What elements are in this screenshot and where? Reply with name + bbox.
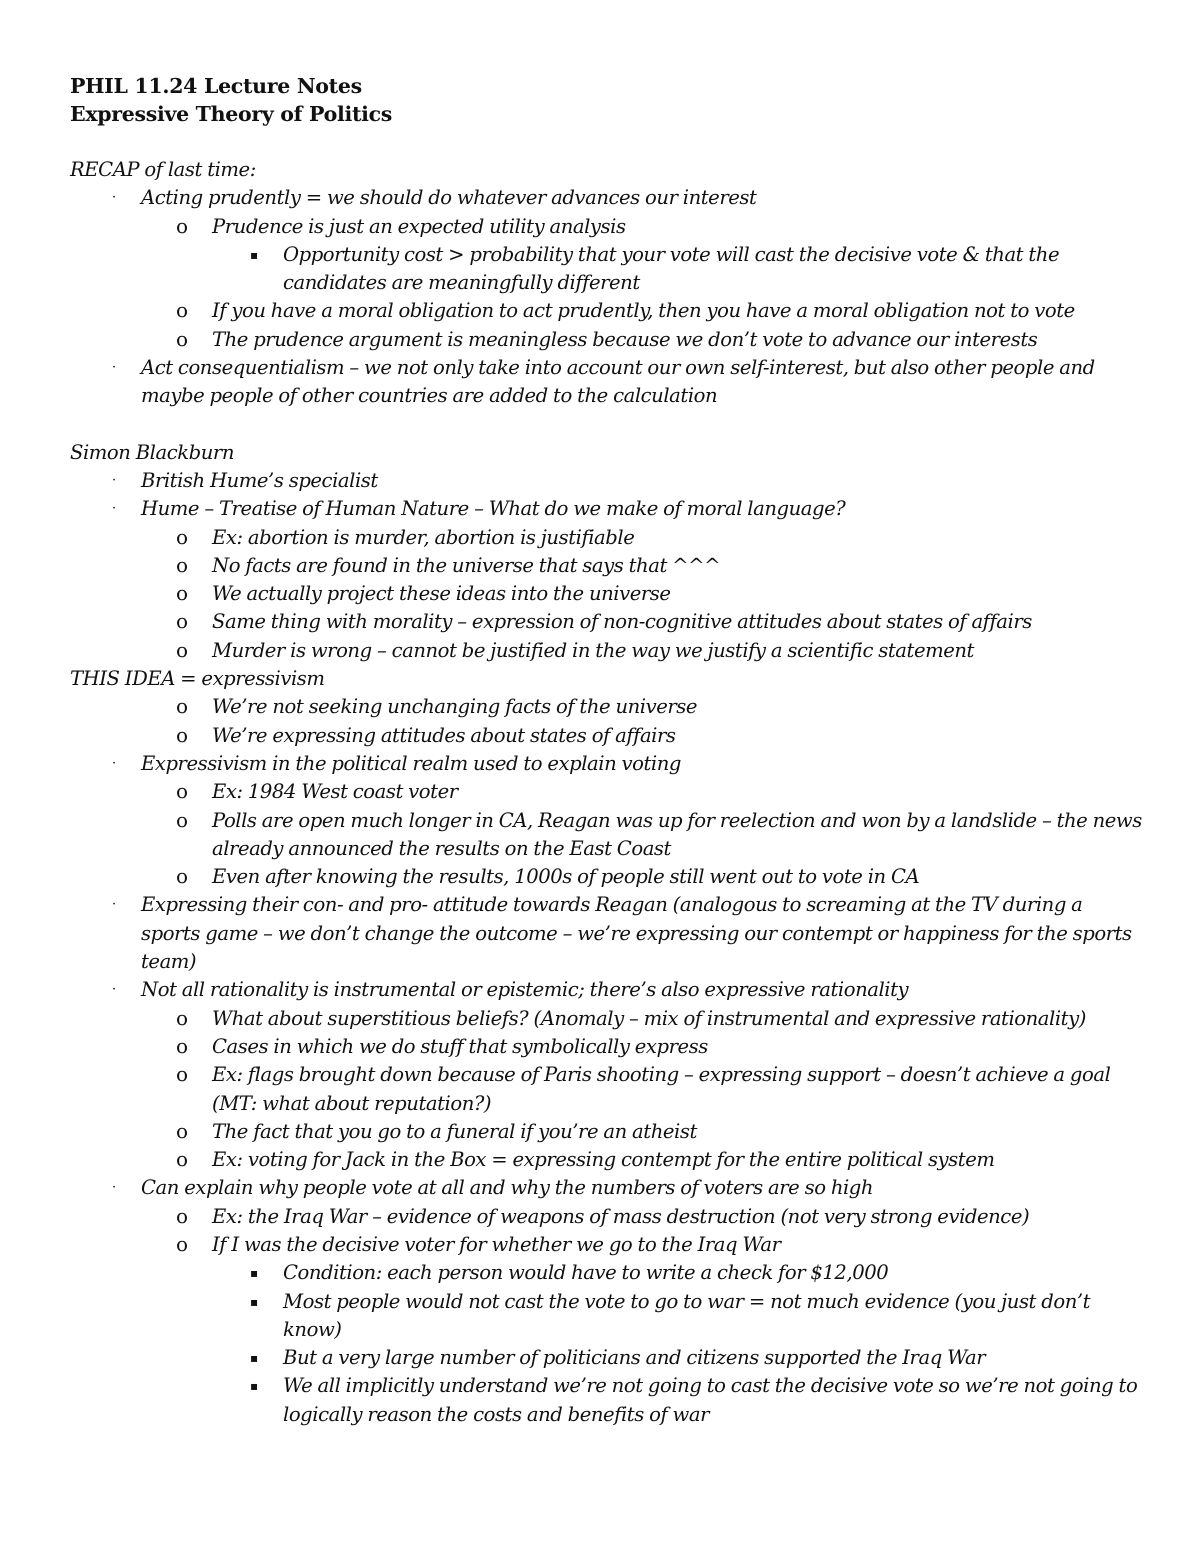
list-item-text: We actually project these ideas into the universe: [212, 582, 671, 606]
list-item-text: Act consequentialism – we not only take into account our own self-interest, but also other people and maybe people of other countries are added to the calculation: [141, 356, 1095, 408]
bullet-circle-icon: o: [176, 1005, 188, 1030]
list-item-text: Cases in which we do stuff that symbolically express: [212, 1034, 708, 1058]
section-heading-expressivism: THIS IDEA = expressivism: [70, 667, 325, 691]
list-item-text: The fact that you go to a funeral if you’re an atheist: [212, 1119, 697, 1143]
lecture-notes: [70, 72, 1145, 1429]
list-item-text: What about superstitious beliefs? (Anomaly – mix of instrumental and expressive rationality): [212, 1006, 1086, 1030]
spacer: [70, 128, 1145, 156]
bullet-circle-icon: o: [176, 864, 188, 889]
list-item: [70, 467, 1145, 495]
bullet-circle-icon: o: [176, 1231, 188, 1256]
list-item-text: Prudence is just an expected utility analysis: [212, 214, 626, 238]
list-item-text: Ex: flags brought down because of Paris shooting – expressing support – doesn’t achieve a goal (MT: what about reputation?): [212, 1063, 1111, 1115]
list-item: [70, 297, 1145, 325]
list-item-text: Ex: abortion is murder, abortion is justifiable: [212, 525, 635, 549]
list-item-text: British Hume’s specialist: [141, 468, 378, 492]
bullet-circle-icon: o: [176, 298, 188, 323]
bullet-circle-icon: o: [176, 1062, 188, 1087]
bullet-square-icon: ▪: [250, 1294, 258, 1309]
list-item-text: But a very large number of politicians and citizens supported the Iraq War: [283, 1346, 986, 1370]
list-item: [70, 807, 1145, 864]
bullet-circle-icon: o: [176, 609, 188, 634]
bullet-square-icon: ▪: [250, 247, 258, 262]
list-item-text: If you have a moral obligation to act prudently, then you have a moral obligation not to vote: [212, 299, 1075, 323]
section-heading-blackburn: Simon Blackburn: [70, 440, 235, 464]
list-item-text: Can explain why people vote at all and why the numbers of voters are so high: [141, 1176, 874, 1200]
list-item-text: If I was the decisive voter for whether we go to the Iraq War: [212, 1232, 781, 1256]
list-item-text: Not all rationality is instrumental or epistemic; there’s also expressive rationality: [141, 978, 909, 1002]
list-item: [70, 1005, 1145, 1033]
list-item: [70, 495, 1145, 523]
section-heading-recap: RECAP of last time:: [70, 158, 256, 181]
page-subtitle: Expressive Theory of Politics: [70, 102, 393, 126]
list-item: [70, 580, 1145, 608]
list-item-text: The prudence argument is meaningless because we don’t vote to advance our interests: [212, 327, 1038, 351]
list-item: [70, 1118, 1145, 1146]
list-item: [70, 1231, 1145, 1259]
list-item-text: No facts are found in the universe that says that ^^^: [212, 553, 721, 577]
list-item-text: Hume – Treatise of Human Nature – What do we make of moral language?: [141, 497, 846, 521]
list-item: [70, 184, 1145, 212]
list-item: [70, 524, 1145, 552]
bullet-dot-icon: ·: [112, 501, 116, 517]
list-item: [70, 354, 1145, 411]
bullet-circle-icon: o: [176, 1203, 188, 1228]
list-item-text: Even after knowing the results, 1000s of people still went out to vote in CA: [212, 865, 920, 889]
list-item: [70, 241, 1145, 298]
bullet-circle-icon: o: [176, 1118, 188, 1143]
list-item-text: We’re expressing attitudes about states of affairs: [212, 723, 676, 747]
list-item-text: We’re not seeking unchanging facts of the universe: [212, 695, 698, 719]
list-item: [70, 1344, 1145, 1372]
bullet-circle-icon: o: [176, 1033, 188, 1058]
list-item-text: Ex: 1984 West coast voter: [212, 780, 458, 804]
list-item-text: Ex: voting for Jack in the Box = expressing contempt for the entire political system: [212, 1148, 995, 1172]
list-item: [70, 213, 1145, 241]
list-item: [70, 778, 1145, 806]
list-item: [70, 1174, 1145, 1202]
bullet-dot-icon: ·: [112, 897, 116, 913]
bullet-square-icon: ▪: [250, 1266, 258, 1281]
list-item: [70, 1033, 1145, 1061]
list-item: [70, 863, 1145, 891]
list-item-text: Expressivism in the political realm used to explain voting: [141, 751, 682, 775]
list-item-text: Opportunity cost > probability that your vote will cast the decisive vote & that the candidates are meaningfully different: [283, 242, 1060, 295]
list-item: [70, 1061, 1145, 1118]
bullet-circle-icon: o: [176, 552, 188, 577]
list-item: [70, 976, 1145, 1004]
list-item: [70, 891, 1145, 976]
list-item-text: Most people would not cast the vote to go to war = not much evidence (you just don’t know): [283, 1289, 1091, 1341]
list-item: [70, 637, 1145, 665]
page-title: PHIL 11.24 Lecture Notes: [70, 74, 362, 98]
list-item: [70, 1146, 1145, 1174]
list-item: [70, 552, 1145, 580]
bullet-circle-icon: o: [176, 637, 188, 662]
list-item: [70, 608, 1145, 636]
bullet-circle-icon: o: [176, 213, 188, 238]
bullet-circle-icon: o: [176, 524, 188, 549]
bullet-circle-icon: o: [176, 694, 188, 719]
list-item: [70, 722, 1145, 750]
bullet-dot-icon: ·: [112, 1180, 116, 1196]
list-item-text: Polls are open much longer in CA, Reagan was up for reelection and won by a landslide – the news already announced the results on the East Coast: [212, 808, 1142, 860]
list-item: [70, 693, 1145, 721]
notes-body: [70, 156, 1145, 1429]
list-item: [70, 1203, 1145, 1231]
list-item-text: Same thing with morality – expression of non-cognitive attitudes about states of affairs: [212, 610, 1032, 634]
list-item-text: Expressing their con- and pro- attitude towards Reagan (analogous to screaming at the TV during a sports game – we don’t change the outcome – we’re expressing our contempt or happiness for the sports team): [141, 893, 1132, 974]
bullet-dot-icon: ·: [112, 360, 116, 376]
list-item-text: Acting prudently = we should do whatever advances our interest: [141, 186, 757, 210]
bullet-circle-icon: o: [176, 581, 188, 606]
bullet-dot-icon: ·: [112, 982, 116, 998]
bullet-square-icon: ▪: [250, 1351, 258, 1366]
bullet-dot-icon: ·: [112, 755, 116, 771]
list-item-text: We all implicitly understand we’re not going to cast the decisive vote so we’re not going to logically reason the costs and benefits of war: [283, 1374, 1138, 1426]
bullet-circle-icon: o: [176, 779, 188, 804]
spacer: [70, 411, 1145, 439]
list-item: [70, 1259, 1145, 1287]
list-item: [70, 326, 1145, 354]
list-item: [70, 1372, 1145, 1429]
list-item-text: Murder is wrong – cannot be justified in the way we justify a scientific statement: [212, 638, 974, 662]
bullet-dot-icon: ·: [112, 190, 116, 206]
bullet-circle-icon: o: [176, 807, 188, 832]
list-item: [70, 750, 1145, 778]
bullet-circle-icon: o: [176, 326, 188, 351]
list-item-text: Ex: the Iraq War – evidence of weapons of mass destruction (not very strong evidence): [212, 1204, 1030, 1228]
bullet-circle-icon: o: [176, 722, 188, 747]
bullet-square-icon: ▪: [250, 1379, 258, 1394]
list-item-text: Condition: each person would have to write a check for $12,000: [283, 1261, 889, 1285]
list-item: [70, 1288, 1145, 1345]
bullet-dot-icon: ·: [112, 472, 116, 488]
bullet-circle-icon: o: [176, 1147, 188, 1172]
